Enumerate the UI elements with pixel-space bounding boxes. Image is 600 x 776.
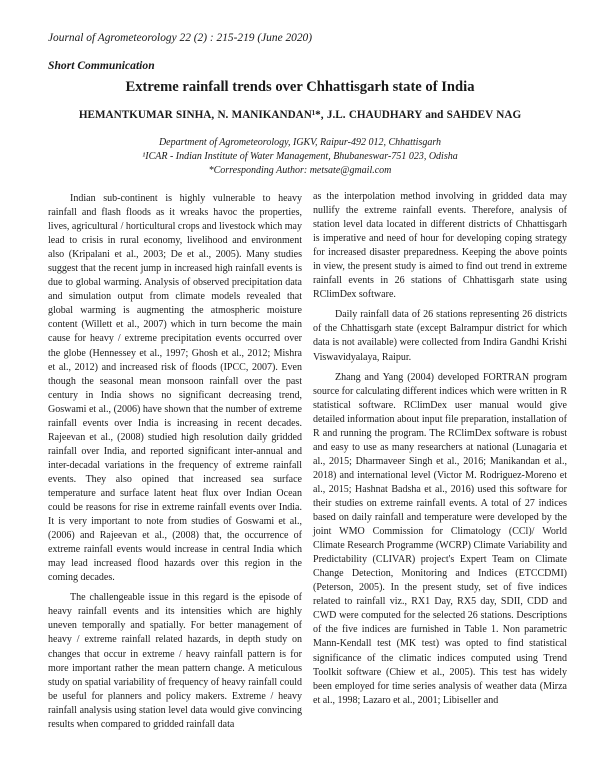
paragraph: Zhang and Yang (2004) developed FORTRAN program source for calculating different indices which were written in R statistical software. RClimDex user manual would give detailed information about input file preparation, installation of R and running the program. The RClimDex software is robust and easy to use as many researchers at national (Lunagaria et al., 2015; Dharmaveer Singh et al., 2016; Manikandan et al., 2018) and international level (Victor M. Rodriguez-Moreno et al., 2015; Hashnat Badsha et al., 2016) used this software for their studies on extreme rainfall events. A total of 27 indices based on daily rainfall and temperature were developed by the joint WMO Commission for Climatology (CCl)/ World Climate Research Programme (WCRP) Climate Variability and Predictability (CLIVAR) project's Expert Team on Climate Change Detection, Monitoring and Indices (ETCCDMI) (Peterson, 2005). In the present study, set of five indices related to rainfall viz., RX1 Day, RX5 day, SDII, CDD and CWD were computed for the selected 26 stations. Descriptions of the five indices are furnished in Table 1. Non parametric Mann-Kendall test (MK test) was opted to find statistical significance of the climatic indices computed using Trend Toolkit software (Chiew et al., 2005). This test has widely been employed for time series analysis of weather data (Mirza et al., 1998; Lazaro et al., 2001; Libiseller and [313,371,567,706]
paragraph: as the interpolation method involving in gridded data may nullify the extreme rainfall events. Therefore, analysis of station level data located in different districts of Chhattisgarh is imperative and need of hour for developing coping strategy for increased disaster preparedness. Keeping the above points in view, the present study is aimed to find out trend in extreme rainfall events in 26 stations of Chhattisgarh state using RClimDex software. [313,191,567,301]
article-title: Extreme rainfall trends over Chhattisgarh state of India [125,79,475,95]
body-column-left [48,192,302,732]
author-list: HEMANTKUMAR SINHA, N. MANIKANDAN¹*, J.L. CHAUDHARY and SAHDEV NAG [78,109,522,121]
body-column-right [313,190,567,708]
paragraph: Daily rainfall data of 26 stations representing 26 districts of the Chhattisgarh state (except Balrampur district for which data is not available) were collected from Indira Gandhi Krishi Viswavidyalaya, Raipur. [313,309,567,363]
journal-citation: Journal of Agrometeorology 22 (2) : 215-219 (June 2020) [48,32,313,44]
affiliation-2: ¹ICAR - Indian Institute of Water Management, Bhubaneswar-751 023, Odisha [142,151,458,162]
corresponding-author: *Corresponding Author: metsate@gmail.com [208,165,392,176]
section-label: Short Communication [48,59,155,72]
paragraph: Indian sub-continent is highly vulnerable to heavy rainfall and flash floods as it wreaks havoc the properties, lives, agricultural / horticultural crops and livestock which may lead to crisis in rural economy, livelihood and environment also (Kripalani et al., 2003; De et al., 2005). Many studies suggest that the recent jump in increased high rainfall events is due to global warming. Analysis of observed precipitation data and simulation output from climate models revealed that global warming is augmenting the atmospheric moisture content (Willett et al., 2007) which in turn become the main cause for heavy / extreme precipitation events occurred over the globe (Hennessey et al., 1997; Ghosh et al., 2012; Mishra et al., 2012) and increased risk of floods (IPCC, 2007). Even though the seasonal mean monsoon rainfall over the past century in India shows no significant decreasing trend, Goswami et al., (2006) have shown that the number of extreme rainfall events over India is increasing in recent decades. Rajeevan et al., (2008) studied high resolution daily gridded rainfall over India, and reported significant inter-annual and inter-decadal variations in the frequency of extreme rainfall events. They also opined that increased sea surface temperature and surface latent heat flux over Indian Ocean could be reasons for rise in extreme rainfall events over India. It is very important to note from studies of Goswami et al., (2006) and Rajeevan et al., (2008) that, the occurrence of extreme rainfall events would increase in central India which may lead increased flood hazards over this region in the coming decades. [48,193,302,584]
affiliation-1: Department of Agrometeorology, IGKV, Raipur-492 012, Chhattisgarh [158,137,442,148]
paragraph: The challengeable issue in this regard is the episode of heavy rainfall events and its intensities which are highly uneven temporally and spatially. For better management of heavy / extreme rainfall related hazards, in depth study on changes that occur in extreme / heavy rainfall pattern is for more important rather the mean pattern change. A meticulous study on spatial variability of frequency of heavy rainfall could be useful for planners and policy makers. Extreme / heavy rainfall analysis using station level data would give convincing results when compared to gridded rainfall data [48,592,302,730]
